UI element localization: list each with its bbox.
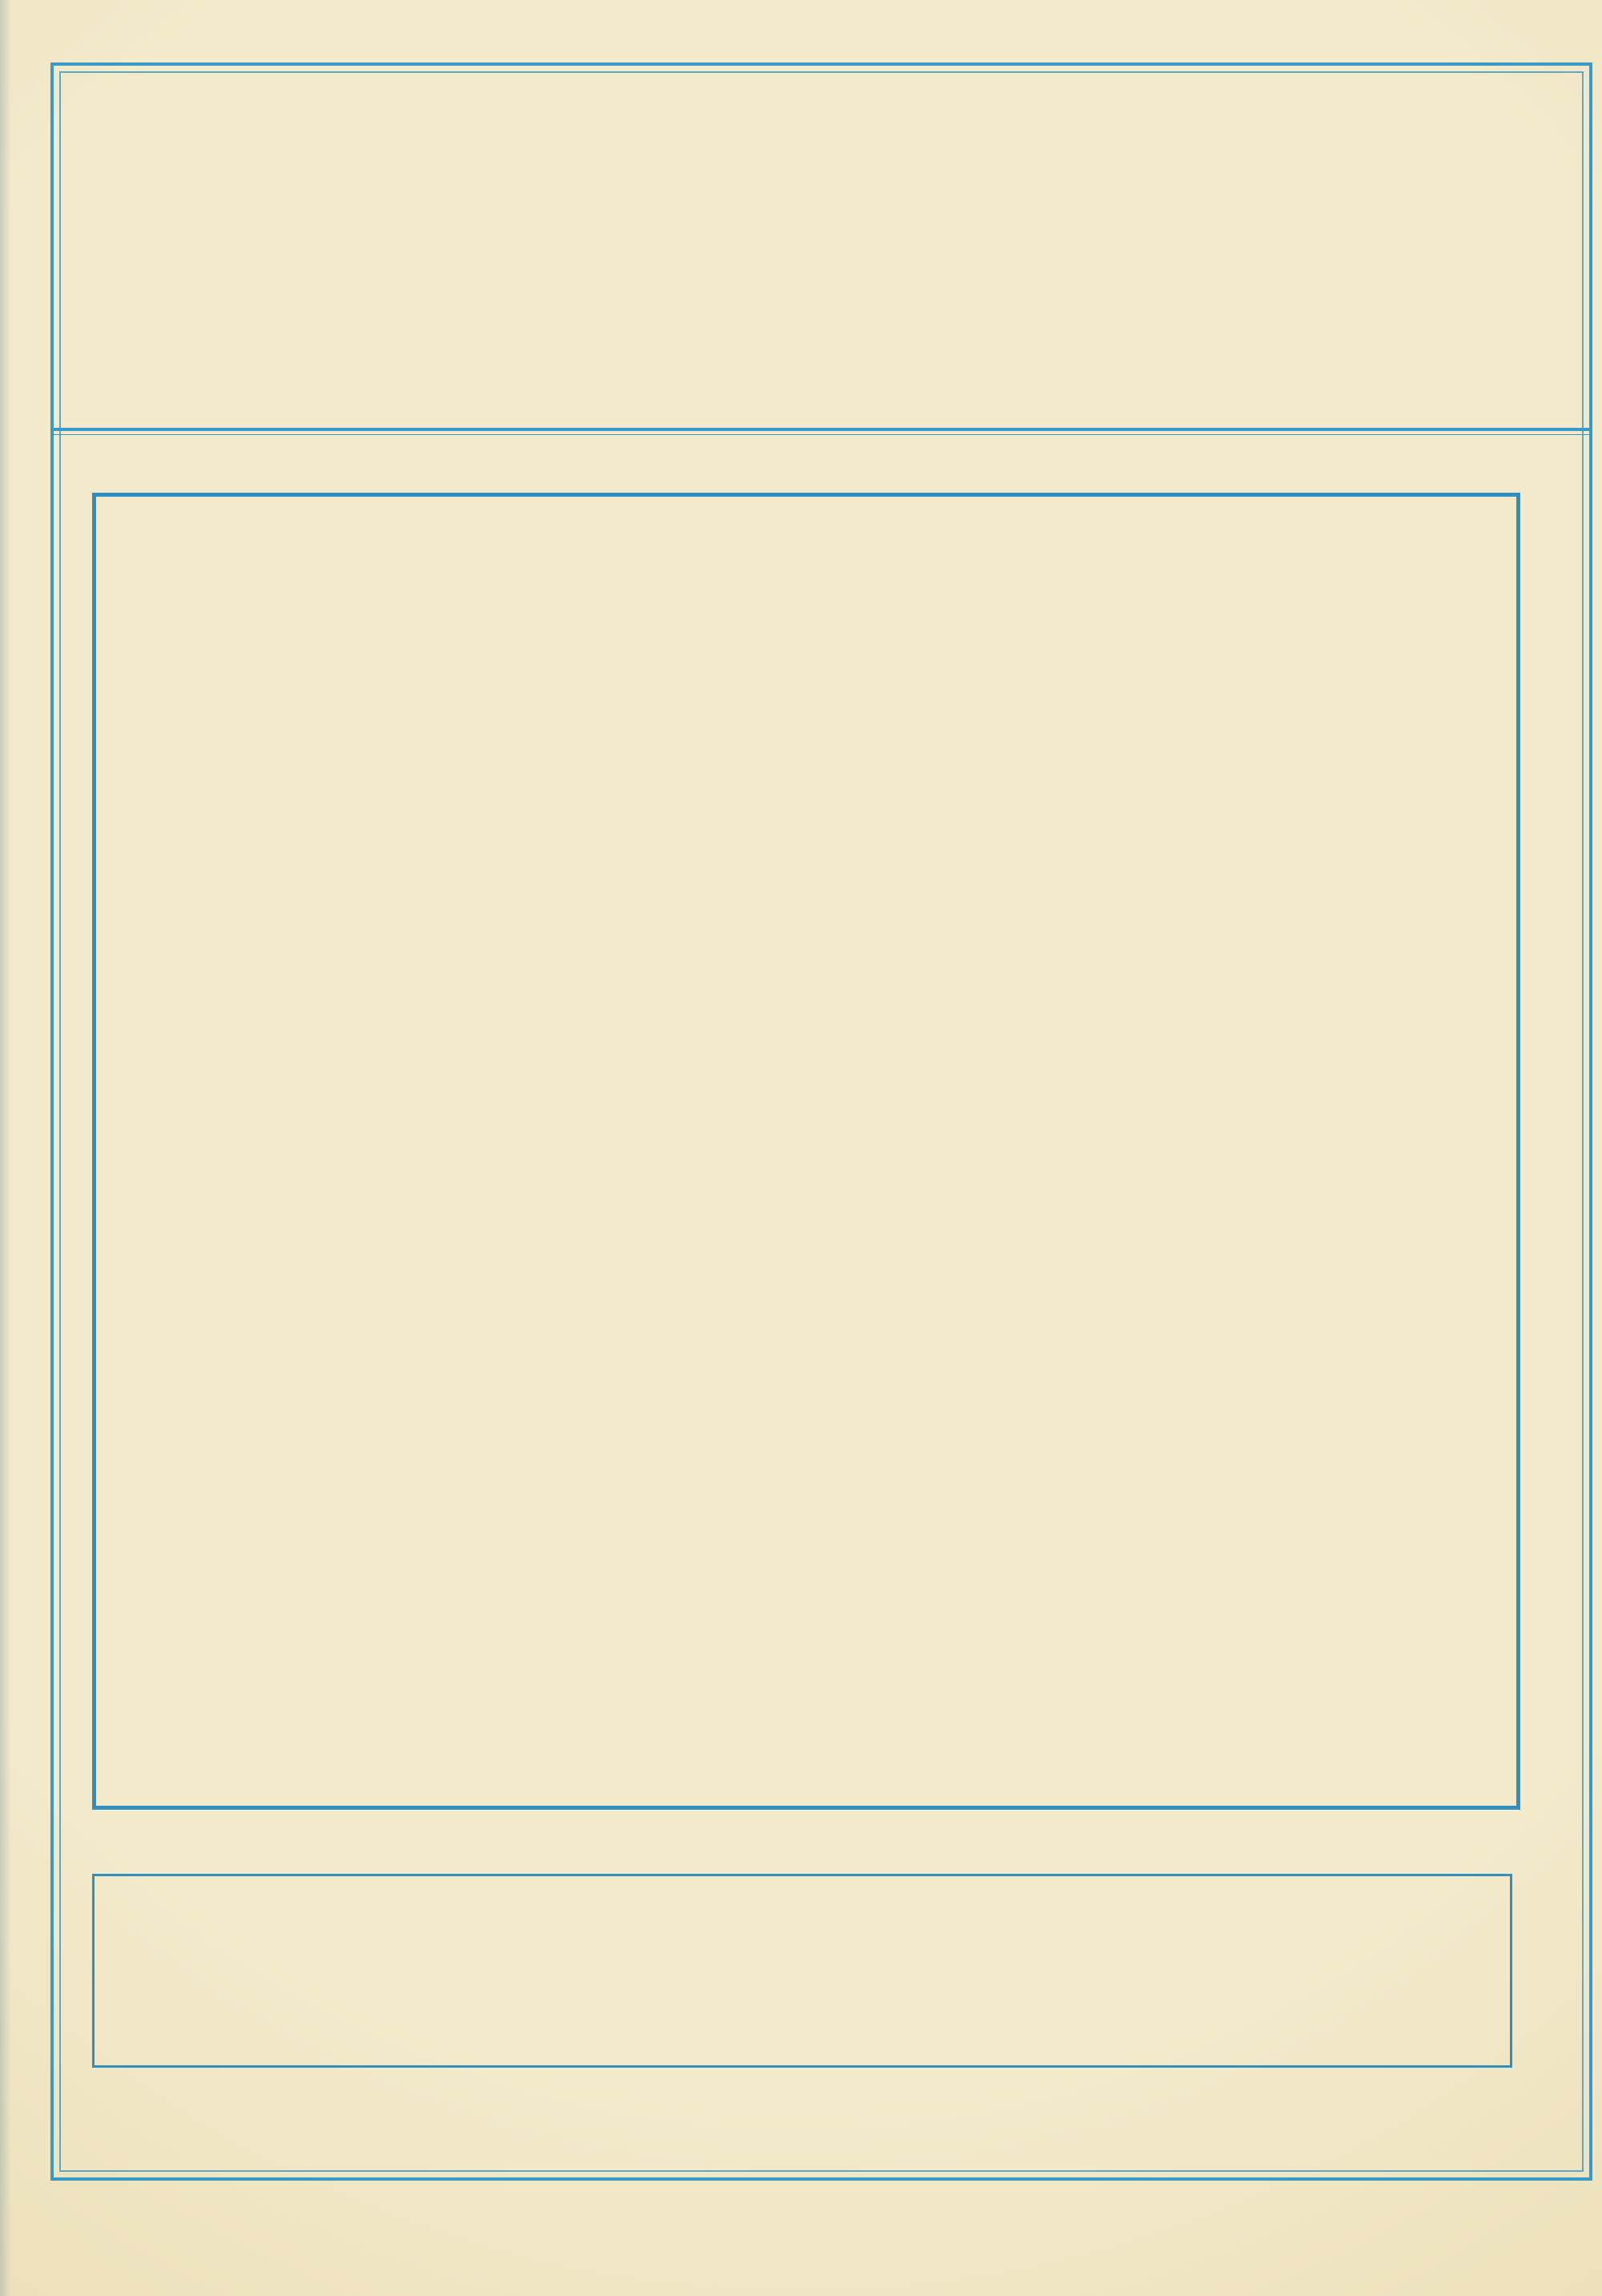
document-frame bbox=[50, 62, 1592, 2181]
map-legend bbox=[92, 1874, 1512, 2068]
weather-map bbox=[96, 497, 1516, 1806]
divider-rule-thin bbox=[54, 434, 1589, 435]
weather-map-box bbox=[92, 493, 1520, 1810]
divider-rule bbox=[54, 428, 1589, 431]
status-row bbox=[54, 1811, 1589, 1868]
